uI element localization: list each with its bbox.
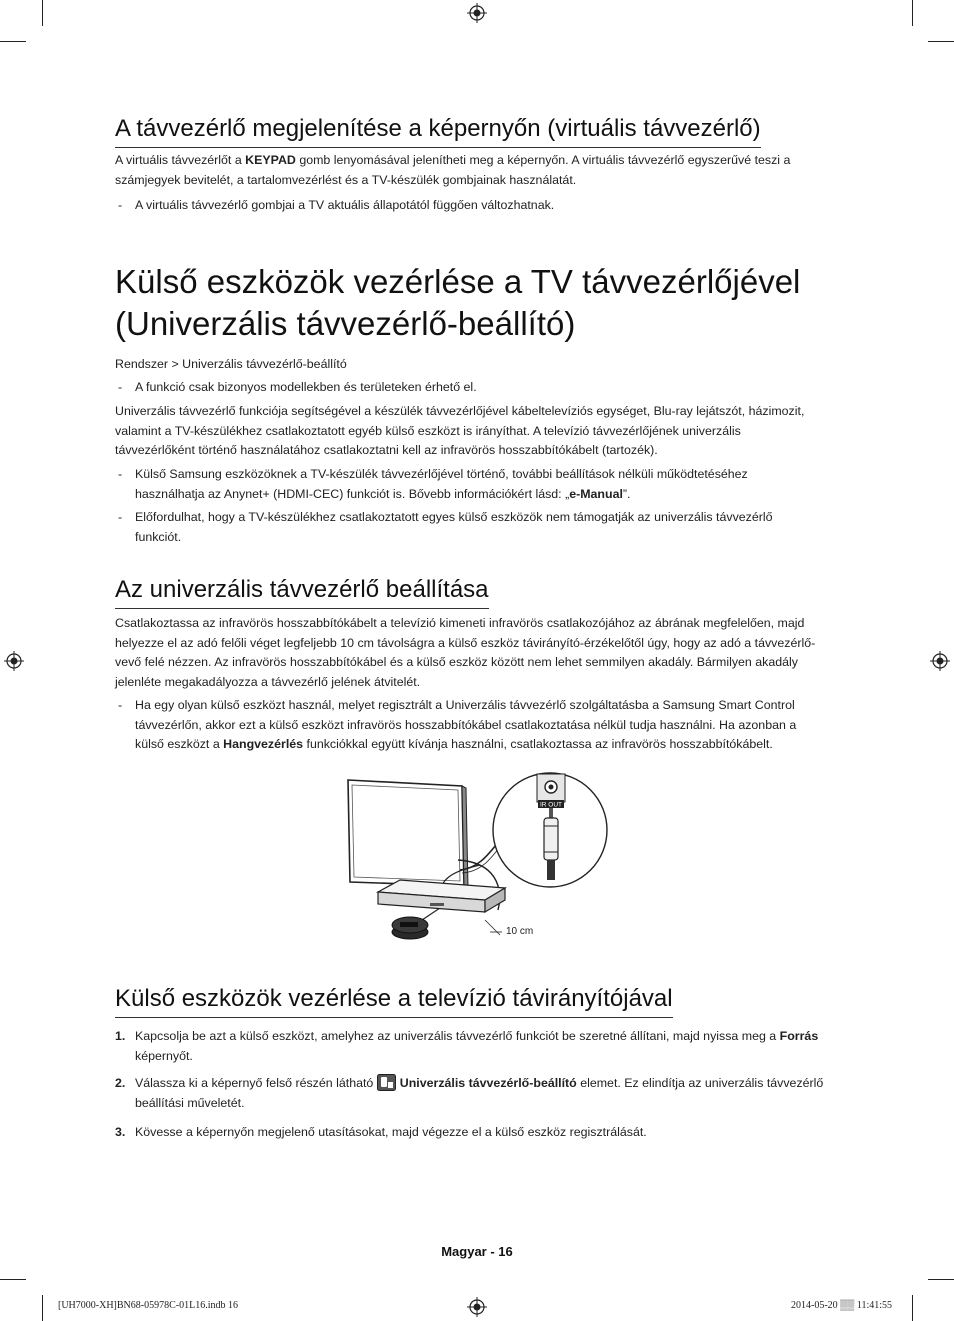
crop-mark: [42, 0, 43, 26]
ir-out-port-detail: [493, 773, 607, 887]
breadcrumb: Rendszer > Univerzális távvezérlő-beállító: [115, 357, 347, 371]
registration-mark-icon: [930, 651, 950, 671]
crop-mark: [928, 41, 954, 42]
step-item: 1. Kapcsolja be azt a külső eszközt, amelyhez az univerzális távvezérlő funkciót be szeretné állítani, majd nyissa meg a Forrás képernyőt.: [115, 1029, 819, 1063]
body-paragraph: A virtuális távvezérlőt a KEYPAD gomb lenyomásával jelenítheti meg a képernyőn. A virtuális távvezérlő egyszerűvé teszi a számjegyek bevitelét, a tartalomvezérlést és a TV-készülék gombjainak használatát.: [115, 153, 791, 187]
e-manual-link[interactable]: e-Manual: [569, 486, 623, 501]
step-item: 2. Válassza ki a képernyő felső részén látható Univerzális távvezérlő-beállító elemet. Ez elindítja az univerzális távvezérlő beállítási műveletét.: [115, 1076, 824, 1110]
print-file-info: [UH7000-XH]BN68-05978C-01L16.indb 16: [58, 1300, 238, 1311]
note-item: - Külső Samsung eszközöknek a TV-készülék távvezérlőjével történő, további beállítások nélküli működtetéséhez használhatja az Anynet+ (HDMI-CEC) funkciót is. Bővebb információkért lásd: „e-Manual”.: [118, 467, 748, 501]
note-item: - A funkció csak bizonyos modellekben és területeken érhető el.: [118, 380, 477, 394]
source-term: Forrás: [779, 1029, 819, 1043]
section-heading: Az univerzális távvezérlő beállítása: [115, 575, 489, 609]
crop-mark: [928, 1279, 954, 1280]
ir-blaster-icon: [392, 917, 428, 939]
section-control-external: [115, 984, 673, 1018]
tv-icon: [348, 780, 468, 888]
section-heading: Külső eszközök vezérlése a televízió távirányítójával: [115, 984, 673, 1018]
set-top-box-icon: [378, 880, 505, 912]
body-paragraph: Csatlakoztassa az infravörös hosszabbítókábelt a televízió kimeneti infravörös csatlakozójához az ábrának megfelelően, majd helyezze el az adó felőli véget legfeljebb 10 cm távolságra a külső eszköz távirányító-érzékelőtől úgy, hogy az adó a távvezérlő- vevő felé nézzen. Az infravörös hosszabbítókábel és a külső eszköz között nem lehet semmilyen akadály. Bármilyen akadály jelenléte megakadályozza a távvezérlő jelének átvitelét.: [115, 616, 816, 689]
section-universal-setup: [115, 575, 489, 609]
crop-mark: [912, 1295, 913, 1321]
registration-mark-icon: [467, 3, 487, 23]
keypad-term: KEYPAD: [245, 153, 296, 167]
page-title: Külső eszközök vezérlése a TV távvezérlőjével (Univerzális távvezérlő-beállító): [115, 263, 801, 342]
body-paragraph: Univerzális távvezérlő funkciója segítségével a készülék távvezérlőjével kábeltelevíziós egységet, Blu-ray lejátszót, házimozit, valamint a TV-készülékhez csatlakoztatott egyéb külső eszközt is irányíthat. A televízió távvezérlőjének univerzális távvezérlőként történő használatához csatlakoztatni kell az infravörös hosszabbítókábelt (tartozék).: [115, 404, 805, 458]
crop-mark: [0, 1279, 26, 1280]
universal-remote-setup-term: Univerzális távvezérlő-beállító: [399, 1076, 577, 1090]
section-heading: A távvezérlő megjelenítése a képernyőn (virtuális távvezérlő): [115, 114, 761, 148]
distance-label: 10 cm: [506, 926, 534, 937]
registration-mark-icon: [467, 1297, 487, 1317]
crop-mark: [912, 0, 913, 26]
note-item: - A virtuális távvezérlő gombjai a TV aktuális állapotától függően változhatnak.: [118, 198, 555, 212]
ir-out-label: IR OUT: [539, 801, 563, 809]
ir-cable-illustration: [340, 760, 620, 945]
crop-mark: [0, 41, 26, 42]
crop-mark: [42, 1295, 43, 1321]
step-item: 3. Kövesse a képernyőn megjelenő utasításokat, majd végezze el a külső eszköz regisztrálását.: [115, 1125, 647, 1139]
section-virtual-remote: [115, 114, 761, 148]
registration-mark-icon: [4, 651, 24, 671]
page-number: Magyar - 16: [441, 1244, 513, 1259]
print-timestamp: 2014-05-20 ▒▒ 11:41:55: [790, 1300, 892, 1311]
voice-control-term: Hangvezérlés: [223, 737, 304, 752]
note-item: - Ha egy olyan külső eszközt használ, melyet regisztrált a Univerzális távvezérlő szolgáltatásba a Samsung Smart Control távvezérlőn, akkor ezt a külső eszközt infravörös hosszabbítókábel csatlakoztatása nélkül tudja használni. Ha azonban a külső eszközt a Hangvezérlés funkciókkal együtt kívánja használni, csatlakoztassa az infravörös hosszabbítókábelt.: [118, 698, 797, 752]
note-item: - Előfordulhat, hogy a TV-készülékhez csatlakoztatott egyes külső eszközök nem támogatják az univerzális távvezérlő funkciót.: [118, 510, 773, 544]
universal-remote-setup-icon: [377, 1074, 396, 1091]
